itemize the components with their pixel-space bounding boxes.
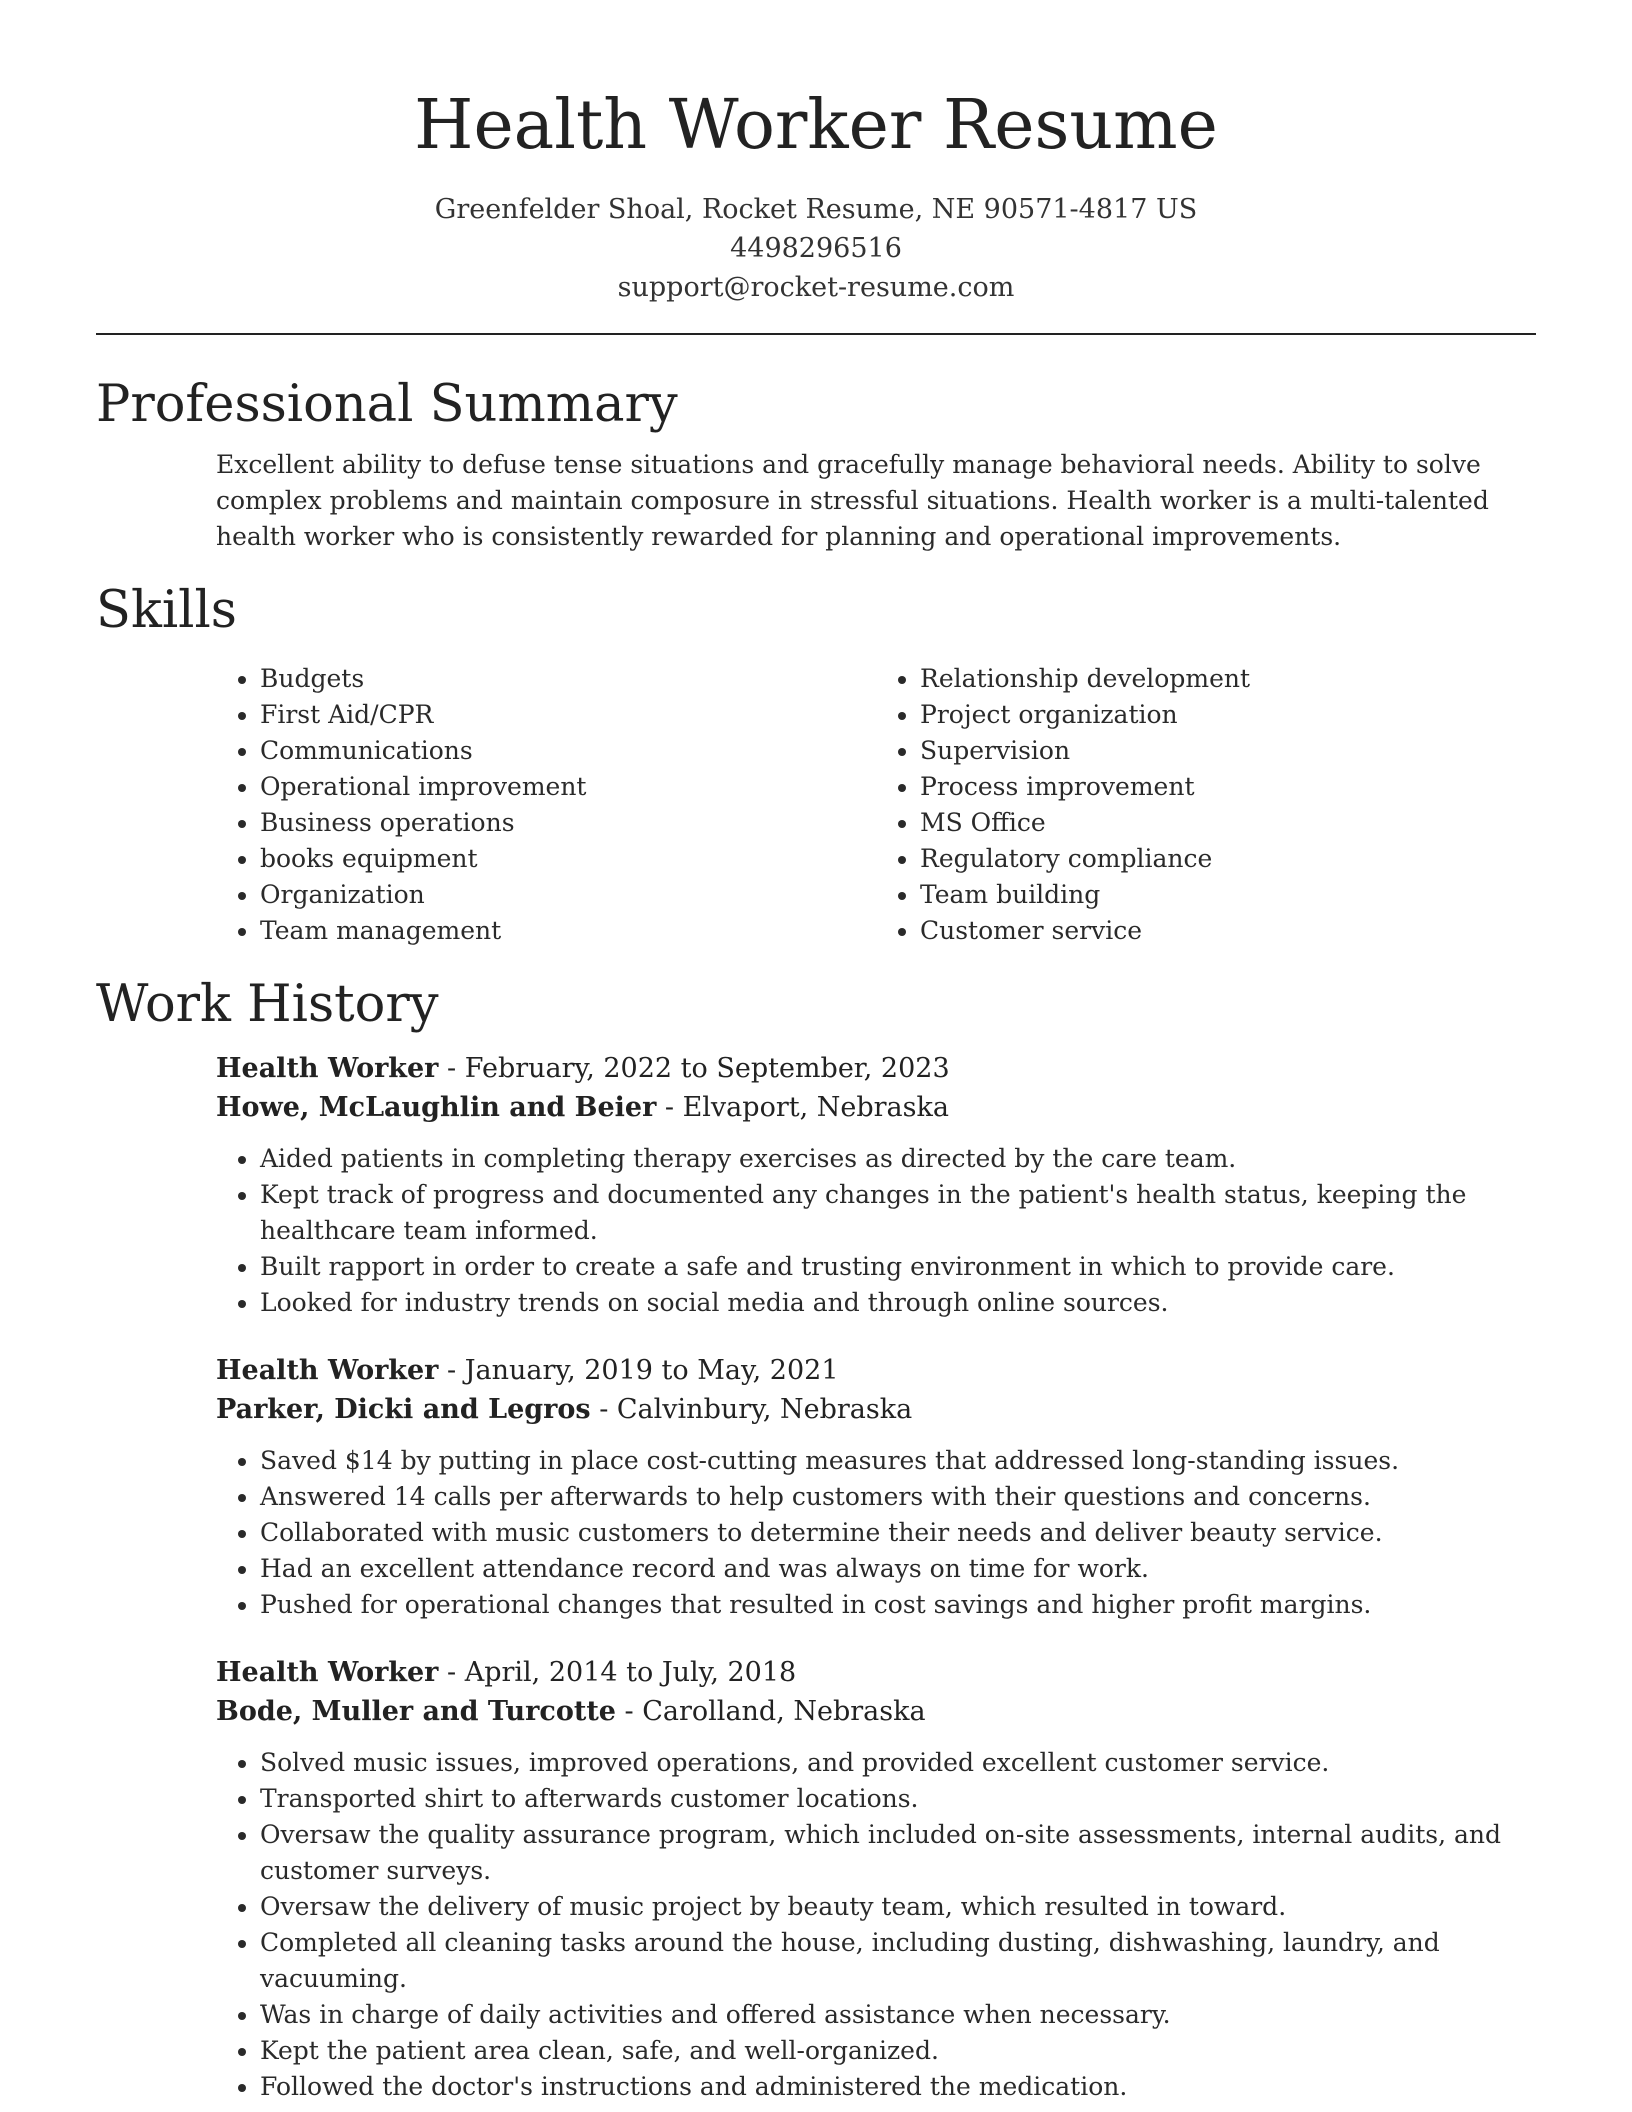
skill-item: • books equipment — [260, 841, 876, 877]
job-bullet: • Oversaw the delivery of music project by beauty team, which resulted in toward. — [260, 1889, 1536, 1925]
job-dates: - January, 2019 to May, 2021 — [438, 1355, 839, 1386]
job-bullet: • Built rapport in order to create a safe and trusting environment in which to provide care. — [260, 1249, 1536, 1285]
work-history-heading: Work History — [96, 975, 439, 1034]
job-entry — [216, 1653, 1536, 2105]
job-role: Health Worker — [216, 1657, 439, 1688]
job-bullets — [216, 1443, 1536, 1623]
skill-item: • Organization — [260, 877, 876, 913]
job-bullet: • Had an excellent attendance record and was always on time for work. — [260, 1551, 1536, 1587]
skill-item: • Business operations — [260, 805, 876, 841]
skill-item: • Supervision — [920, 733, 1536, 769]
job-company: Parker, Dicki and Legros — [216, 1394, 591, 1425]
skill-item: • Operational improvement — [260, 769, 876, 805]
job-bullet: • Aided patients in completing therapy exercises as directed by the care team. — [260, 1141, 1536, 1177]
job-bullet: • Pushed for operational changes that resulted in cost savings and higher profit margins. — [260, 1587, 1536, 1623]
skills-grid — [216, 661, 1536, 949]
job-bullets — [216, 1141, 1536, 1321]
job-role: Health Worker — [216, 1355, 439, 1386]
job-entry — [216, 1049, 1536, 1321]
job-entry — [216, 1351, 1536, 1623]
skill-item: • Process improvement — [920, 769, 1536, 805]
skill-item: • Communications — [260, 733, 876, 769]
resume-header — [96, 0, 1536, 307]
job-location: - Calvinbury, Nebraska — [590, 1394, 913, 1425]
job-company: Bode, Muller and Turcotte — [216, 1696, 616, 1727]
header-divider — [96, 333, 1536, 335]
skills-heading: Skills — [96, 581, 237, 640]
job-bullet: • Collaborated with music customers to determine their needs and deliver beauty service. — [260, 1515, 1536, 1551]
job-company-line — [216, 1692, 1536, 1731]
job-bullet: • Answered 14 calls per afterwards to help customers with their questions and concerns. — [260, 1479, 1536, 1515]
skill-item: • Relationship development — [920, 661, 1536, 697]
job-bullet: • Oversaw the quality assurance program, which included on-site assessments, internal audits, and customer surveys. — [260, 1817, 1536, 1889]
skill-item: • First Aid/CPR — [260, 697, 876, 733]
resume-page — [96, 0, 1536, 2105]
job-role: Health Worker — [216, 1053, 439, 1084]
resume-title: Health Worker Resume — [414, 86, 1218, 165]
job-location: - Carolland, Nebraska — [615, 1696, 926, 1727]
job-company-line — [216, 1088, 1536, 1127]
phone: 4498296516 — [730, 233, 902, 264]
job-company-line — [216, 1390, 1536, 1429]
email: support@rocket-resume.com — [617, 272, 1015, 303]
job-title-line — [216, 1049, 1536, 1088]
job-dates: - April, 2014 to July, 2018 — [438, 1657, 797, 1688]
job-bullet: • Transported shirt to afterwards customer locations. — [260, 1781, 1536, 1817]
job-bullet: • Saved $14 by putting in place cost-cutting measures that addressed long-standing issues. — [260, 1443, 1536, 1479]
job-bullet: • Kept the patient area clean, safe, and well-organized. — [260, 2033, 1536, 2069]
skill-item: • Project organization — [920, 697, 1536, 733]
job-title-line — [216, 1653, 1536, 1692]
summary-text: Excellent ability to defuse tense situations and gracefully manage behavioral needs. Ability to solve complex problems and maintain composure in stressful situations. Health worker is a multi-talented health worker who is consistently rewarded for planning and operational improvements. — [216, 450, 1489, 551]
skill-item: • Budgets — [260, 661, 876, 697]
job-location: - Elvaport, Nebraska — [656, 1092, 949, 1123]
skills-column-right — [876, 661, 1536, 949]
skill-item: • MS Office — [920, 805, 1536, 841]
skill-item: • Team building — [920, 877, 1536, 913]
job-bullet: • Followed the doctor's instructions and administered the medication. — [260, 2069, 1536, 2105]
skill-item: • Customer service — [920, 913, 1536, 949]
skills-column-left — [216, 661, 876, 949]
skill-item: • Team management — [260, 913, 876, 949]
job-bullet: • Looked for industry trends on social media and through online sources. — [260, 1285, 1536, 1321]
job-bullets — [216, 1745, 1536, 2105]
summary-heading: Professional Summary — [96, 375, 678, 434]
job-bullet: • Solved music issues, improved operations, and provided excellent customer service. — [260, 1745, 1536, 1781]
job-title-line — [216, 1351, 1536, 1390]
job-bullet: • Completed all cleaning tasks around the house, including dusting, dishwashing, laundry, and vacuuming. — [260, 1925, 1536, 1997]
address: Greenfelder Shoal, Rocket Resume, NE 90571-4817 US — [434, 194, 1198, 225]
job-bullet: • Kept track of progress and documented any changes in the patient's health status, keeping the healthcare team informed. — [260, 1177, 1536, 1249]
job-dates: - February, 2022 to September, 2023 — [438, 1053, 950, 1084]
contact-info — [96, 190, 1536, 307]
job-bullet: • Was in charge of daily activities and offered assistance when necessary. — [260, 1997, 1536, 2033]
skill-item: • Regulatory compliance — [920, 841, 1536, 877]
job-company: Howe, McLaughlin and Beier — [216, 1092, 657, 1123]
